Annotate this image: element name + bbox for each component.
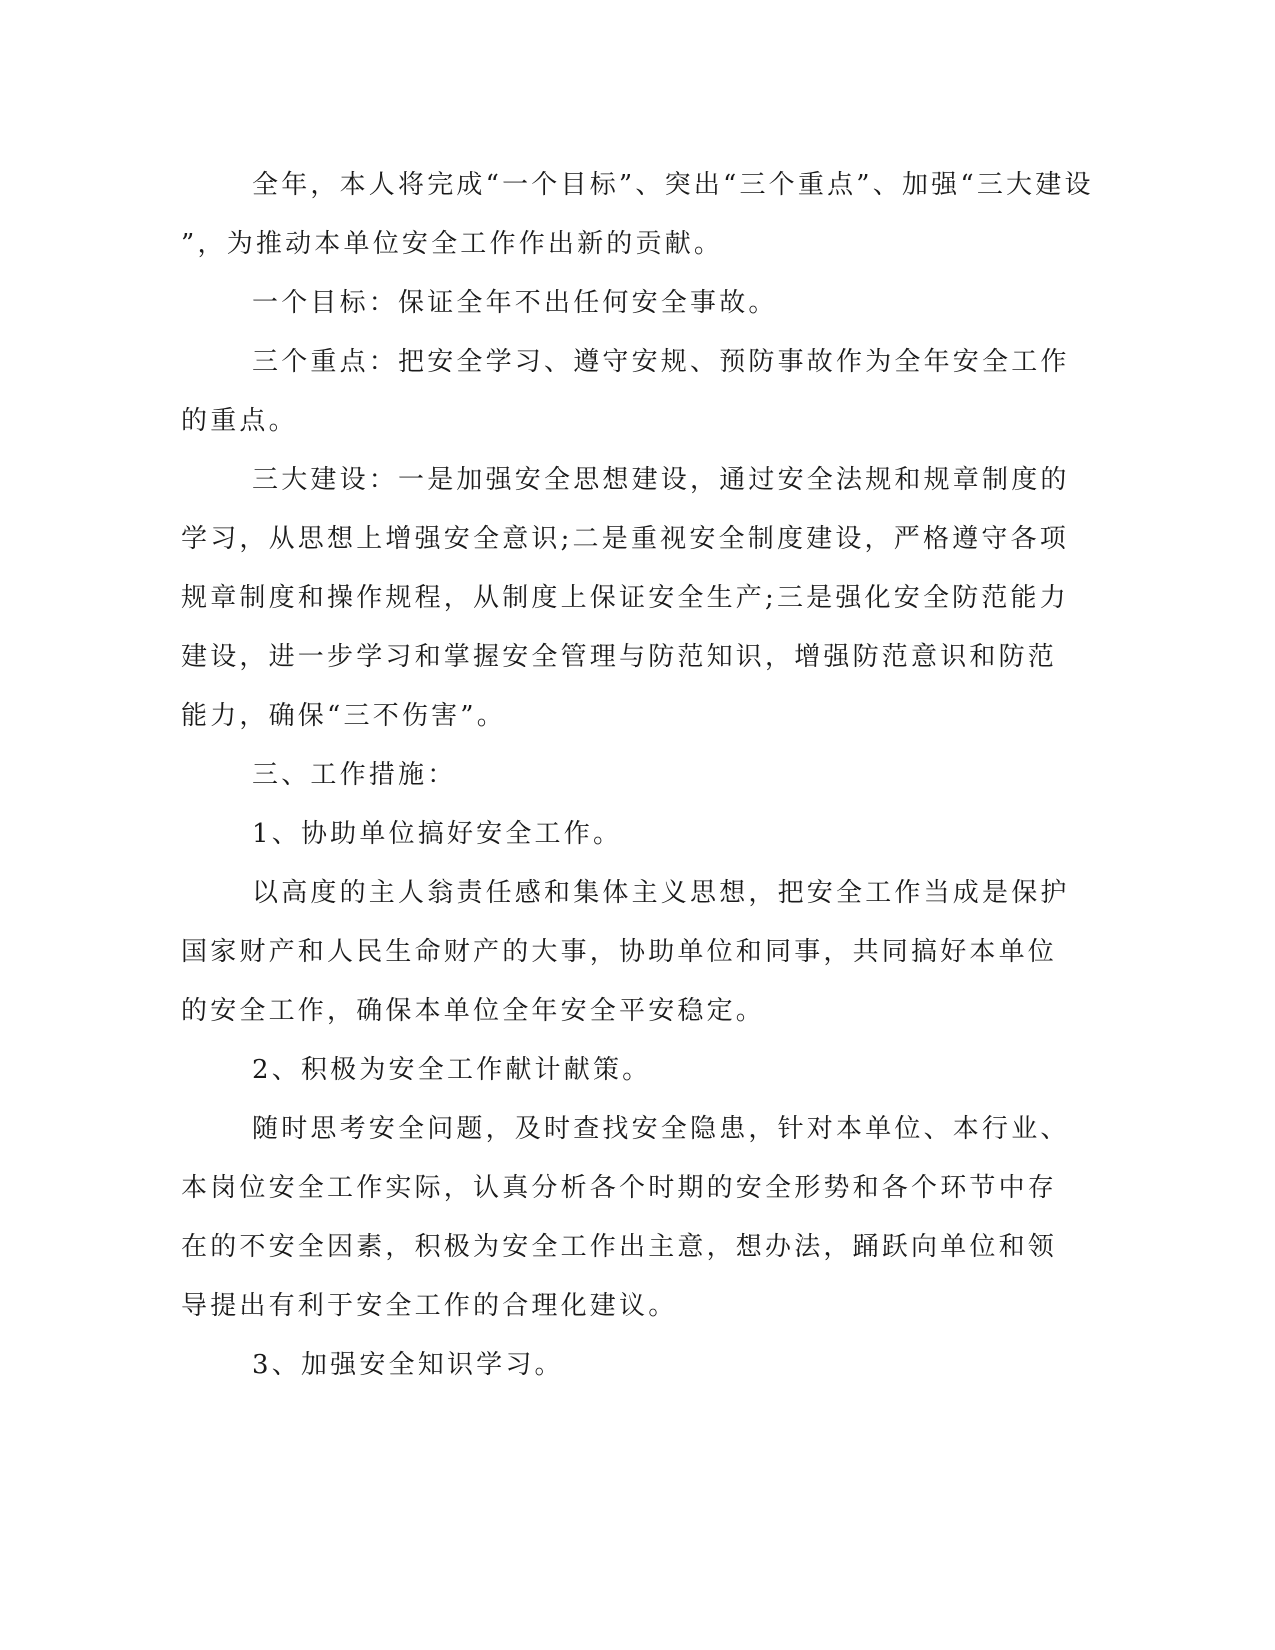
text-line: 的重点。	[181, 406, 298, 436]
text-line: 的安全工作，确保本单位全年安全平安稳定。	[181, 996, 766, 1026]
subsection-heading: 2、积极为安全工作献计献策。	[252, 1055, 652, 1085]
text-line: 一个目标：保证全年不出任何安全事故。	[252, 288, 778, 318]
text-line: 导提出有利于安全工作的合理化建议。	[181, 1291, 678, 1321]
document-body	[181, 156, 1094, 1395]
text-line: 规章制度和操作规程，从制度上保证安全生产;三是强化安全防范能力	[181, 583, 1069, 613]
subsection-heading: 1、协助单位搞好安全工作。	[252, 819, 623, 849]
text-line: 随时思考安全问题，及时查找安全隐患，针对本单位、本行业、	[252, 1114, 1070, 1144]
text-line: 国家财产和人民生命财产的大事，协助单位和同事，共同搞好本单位	[181, 937, 1058, 967]
section-heading: 三、工作措施：	[252, 760, 457, 790]
text-line: 学习，从思想上增强安全意识;二是重视安全制度建设，严格遵守各项	[181, 524, 1069, 554]
subsection-heading: 3、加强安全知识学习。	[252, 1350, 564, 1380]
text-line: 以高度的主人翁责任感和集体主义思想，把安全工作当成是保护	[252, 878, 1070, 908]
text-line: 建设，进一步学习和掌握安全管理与防范知识，增强防范意识和防范	[181, 642, 1058, 672]
text-line: 全年，本人将完成“一个目标”、突出“三个重点”、加强“三大建设	[252, 170, 1094, 200]
text-line: ”，为推动本单位安全工作作出新的贡献。	[181, 229, 724, 259]
text-line: 本岗位安全工作实际，认真分析各个时期的安全形势和各个环节中存	[181, 1173, 1058, 1203]
text-line: 三大建设：一是加强安全思想建设，通过安全法规和规章制度的	[252, 465, 1070, 495]
text-line: 在的不安全因素，积极为安全工作出主意，想办法，踊跃向单位和领	[181, 1232, 1058, 1262]
text-line: 三个重点：把安全学习、遵守安规、预防事故作为全年安全工作	[252, 347, 1070, 377]
text-line: 能力，确保“三不伤害”。	[181, 701, 506, 731]
